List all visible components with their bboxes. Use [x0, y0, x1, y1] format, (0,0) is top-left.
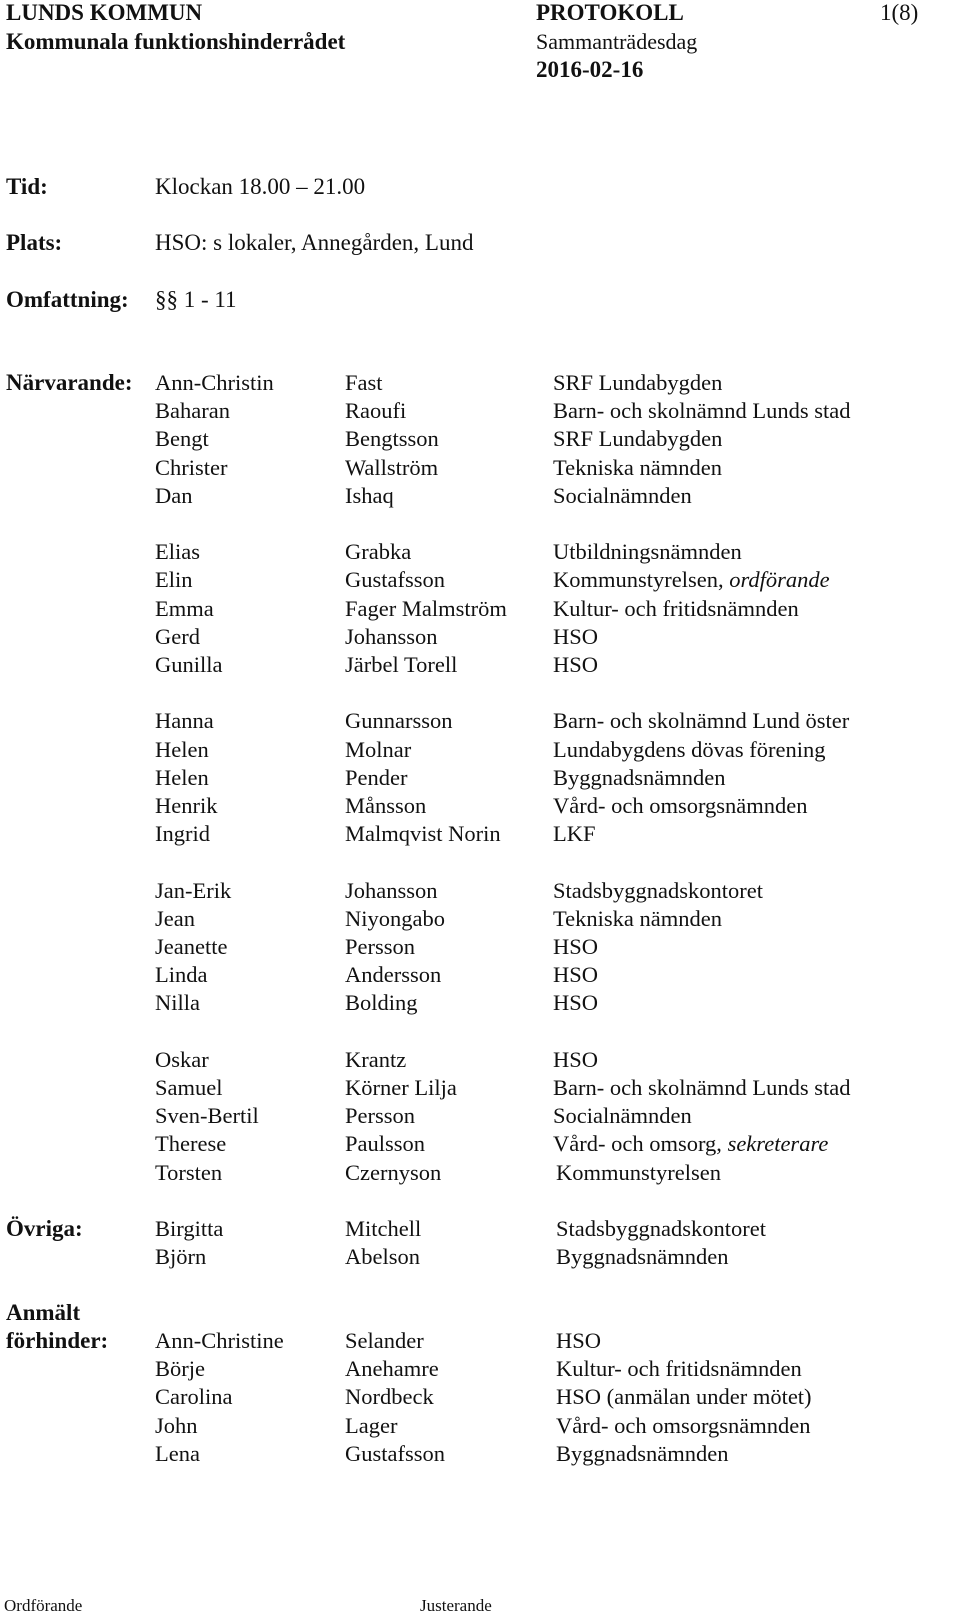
organization-text: Stadsbyggnadskontoret	[556, 1216, 766, 1241]
first-name: Hanna	[155, 708, 214, 734]
organization-text: HSO	[556, 1328, 602, 1353]
tid-label: Tid:	[6, 174, 48, 199]
first-name: Elias	[155, 539, 200, 565]
organization	[553, 624, 598, 650]
org-name: LUNDS KOMMUN	[6, 0, 203, 25]
organization	[553, 821, 596, 847]
document-type: PROTOKOLL	[536, 0, 684, 25]
organization	[556, 1244, 728, 1270]
first-name: Torsten	[155, 1159, 223, 1185]
last-name: Niyongabo	[345, 905, 445, 931]
role-text: ordförande	[729, 567, 830, 593]
last-name: Anehamre	[345, 1356, 439, 1382]
last-name: Ishaq	[345, 482, 394, 508]
organization	[553, 652, 598, 678]
last-name: Fager Malmström	[345, 595, 507, 621]
organization-text: Byggnadsnämnden	[556, 1440, 729, 1466]
last-name: Molnar	[345, 736, 412, 762]
organization-text: SRF Lundabygden	[553, 370, 723, 395]
last-name: Krantz	[345, 1046, 407, 1072]
organization-text: Barn- och skolnämnd Lunds stad	[553, 1075, 851, 1100]
first-name: Oskar	[155, 1046, 209, 1072]
meeting-date: 2016-02-16	[536, 57, 644, 82]
last-name: Grabka	[345, 539, 412, 565]
first-name: Helen	[155, 764, 209, 790]
page-number: 1(8)	[880, 0, 919, 25]
organization	[553, 1075, 850, 1101]
first-name: Dan	[155, 482, 193, 508]
first-name: Ingrid	[155, 821, 210, 847]
last-name: Körner Lilja	[345, 1075, 457, 1100]
plats-value: HSO: s lokaler, Annegården, Lund	[155, 230, 474, 255]
last-name: Mitchell	[345, 1216, 422, 1241]
last-name: Bengtsson	[345, 426, 439, 452]
first-name: Sven-Bertil	[155, 1103, 259, 1129]
organization	[556, 1160, 721, 1186]
organization	[553, 567, 830, 593]
organization	[553, 793, 808, 819]
ovriga-label: Övriga:	[6, 1216, 83, 1241]
first-name: Björn	[155, 1244, 207, 1270]
organization-text: HSO	[553, 934, 599, 959]
organization	[553, 906, 722, 932]
organization-text: Barn- och skolnämnd Lund öster	[553, 708, 850, 734]
last-name: Järbel Torell	[345, 652, 458, 677]
meeting-type: Sammanträdesdag	[536, 29, 698, 54]
first-name: Baharan	[155, 398, 230, 424]
organization-text: Tekniska nämnden	[553, 454, 723, 480]
narvarande-label: Närvarande:	[6, 370, 133, 395]
organization-text: HSO	[553, 652, 599, 677]
organization-text: Stadsbyggnadskontoret	[553, 877, 763, 903]
organization	[553, 455, 722, 481]
last-name: Pender	[345, 764, 408, 790]
last-name: Gunnarsson	[345, 708, 453, 734]
last-name: Johansson	[345, 623, 438, 649]
first-name: Elin	[155, 567, 193, 593]
first-name: Gunilla	[155, 652, 223, 677]
organization-text: Byggnadsnämnden	[556, 1244, 729, 1270]
organization	[556, 1441, 728, 1467]
tid-value: Klockan 18.00 – 21.00	[155, 174, 366, 199]
role-text: sekreterare	[727, 1131, 829, 1157]
organization	[553, 962, 598, 988]
organization-text: HSO	[553, 962, 599, 988]
organization	[553, 878, 763, 904]
first-name: Börje	[155, 1356, 205, 1382]
organization-text: HSO (anmälan under mötet)	[556, 1384, 812, 1410]
last-name: Malmqvist Norin	[345, 821, 501, 847]
anmalt-label: Anmält	[6, 1300, 81, 1325]
omfattning-value: §§ 1 - 11	[155, 287, 237, 312]
organization-text: Vård- och omsorgsnämnden	[556, 1412, 811, 1438]
forhinder-label: förhinder:	[6, 1328, 109, 1353]
first-name: Birgitta	[155, 1216, 224, 1241]
first-name: Lena	[155, 1440, 200, 1466]
organization	[553, 539, 742, 565]
first-name: Bengt	[155, 426, 209, 452]
organization-text: Vård- och omsorgsnämnden	[553, 793, 808, 818]
first-name: Helen	[155, 736, 209, 762]
organization	[553, 1131, 828, 1157]
first-name: Jeanette	[155, 934, 228, 959]
justerande-signature-label: Justerande	[420, 1596, 492, 1615]
organization-text: Kommunstyrelsen,	[553, 567, 730, 593]
first-name: Emma	[155, 595, 214, 621]
organization-text: HSO	[553, 623, 599, 649]
first-name: Jan-Erik	[155, 877, 232, 903]
first-name: Nilla	[155, 990, 200, 1016]
first-name: Therese	[155, 1131, 227, 1157]
organization	[553, 426, 722, 452]
last-name: Abelson	[345, 1244, 420, 1270]
last-name: Raoufi	[345, 398, 407, 424]
last-name: Gustafsson	[345, 1440, 445, 1466]
department-name: Kommunala funktionshinderrådet	[6, 29, 346, 54]
first-name: Henrik	[155, 793, 218, 818]
organization	[556, 1328, 601, 1354]
organization-text: Kultur- och fritidsnämnden	[553, 595, 799, 621]
first-name: Ann-Christin	[155, 370, 274, 395]
organization-text: Lundabygdens dövas förening	[553, 736, 826, 762]
last-name: Månsson	[345, 793, 427, 818]
first-name: Christer	[155, 454, 228, 480]
organization	[553, 483, 692, 509]
organization	[553, 1047, 598, 1073]
last-name: Persson	[345, 1103, 416, 1129]
organization	[553, 596, 799, 622]
organization	[556, 1413, 811, 1439]
organization-text: Tekniska nämnden	[553, 905, 723, 931]
organization-text: SRF Lundabygden	[553, 426, 723, 452]
organization	[553, 708, 849, 734]
last-name: Nordbeck	[345, 1384, 434, 1410]
organization	[553, 398, 850, 424]
organization	[553, 765, 725, 791]
organization-text: Kommunstyrelsen	[556, 1159, 721, 1185]
first-name: Samuel	[155, 1075, 223, 1100]
first-name: Ann-Christine	[155, 1328, 284, 1353]
first-name: Linda	[155, 962, 208, 988]
last-name: Selander	[345, 1328, 424, 1353]
organization-text: Socialnämnden	[553, 1103, 692, 1129]
document-header	[0, 0, 960, 100]
organization-text: HSO	[553, 1046, 599, 1072]
organization-text: Vård- och omsorg,	[553, 1131, 728, 1157]
last-name: Wallström	[345, 454, 439, 480]
organization-text: Socialnämnden	[553, 482, 692, 508]
last-name: Andersson	[345, 962, 442, 988]
last-name: Fast	[345, 370, 383, 395]
last-name: Johansson	[345, 877, 438, 903]
first-name: John	[155, 1412, 198, 1438]
last-name: Lager	[345, 1412, 398, 1438]
last-name: Czernyson	[345, 1159, 442, 1185]
organization	[553, 990, 598, 1016]
organization-text: Byggnadsnämnden	[553, 764, 726, 790]
organization-text: Utbildningsnämnden	[553, 539, 742, 565]
first-name: Carolina	[155, 1384, 233, 1410]
organization	[553, 370, 722, 396]
last-name: Bolding	[345, 990, 418, 1016]
last-name: Paulsson	[345, 1131, 426, 1157]
first-name: Jean	[155, 905, 195, 931]
plats-label: Plats:	[6, 230, 63, 255]
organization	[556, 1384, 812, 1410]
organization	[556, 1356, 802, 1382]
organization-text: Barn- och skolnämnd Lunds stad	[553, 398, 851, 424]
organization-text: Kultur- och fritidsnämnden	[556, 1356, 802, 1382]
organization	[553, 934, 598, 960]
ordforande-signature-label: Ordförande	[4, 1596, 83, 1615]
organization	[553, 737, 825, 763]
omfattning-label: Omfattning:	[6, 287, 129, 312]
organization-text: LKF	[553, 821, 596, 847]
last-name: Gustafsson	[345, 567, 445, 593]
first-name: Gerd	[155, 623, 200, 649]
organization	[556, 1216, 766, 1242]
last-name: Persson	[345, 934, 416, 959]
organization	[553, 1103, 692, 1129]
organization-text: HSO	[553, 990, 599, 1016]
